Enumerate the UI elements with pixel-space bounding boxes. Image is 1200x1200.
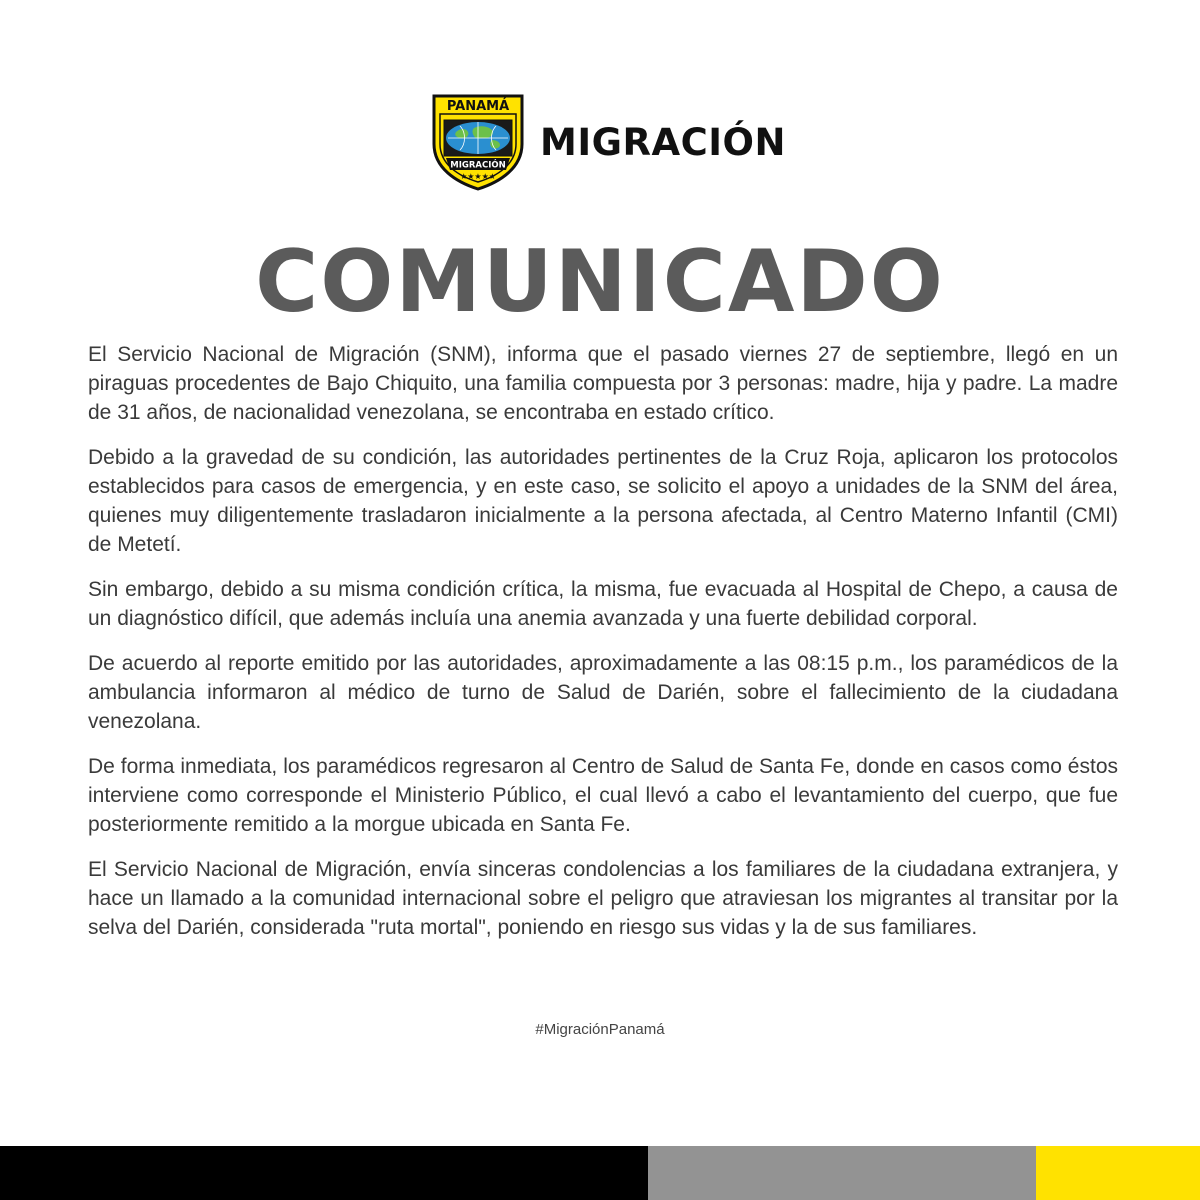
paragraph-4: De acuerdo al reporte emitido por las autoridades, aproximadamente a las 08:15 p.m., los paramédicos de la ambulancia informaron al médico de turno de Salud de Darién, sobre el fallecimiento de la ciudadana venezolana. bbox=[88, 652, 1118, 733]
paragraph-2: Debido a la gravedad de su condición, las autoridades pertinentes de la Cruz Roja, aplicaron los protocolos establecidos para casos de emergencia, y en este caso, se solicito el apoyo a unidades de la SNM del área, quienes muy diligentemente trasladaron inicialmente a la persona afectada, al Centro Materno Infantil (CMI) de Metetí. bbox=[88, 446, 1118, 556]
footer-bar-yellow bbox=[1036, 1146, 1200, 1200]
paragraph-1: El Servicio Nacional de Migración (SNM), informa que el pasado viernes 27 de septiembre, llegó en un piraguas procedentes de Bajo Chiquito, una familia compuesta por 3 personas: madre, hija y padre. La madre de 31 años, de nacionalidad venezolana, se encontraba en estado crítico. bbox=[88, 343, 1118, 424]
paragraph-6: El Servicio Nacional de Migración, envía sinceras condolencias a los familiares de la ciudadana extranjera, y hace un llamado a la comunidad internacional sobre el peligro que atraviesan los migrantes al transitar por la selva del Darién, considerada "ruta mortal", poniendo en riesgo sus vidas y la de sus familiares. bbox=[88, 858, 1118, 939]
globe-icon bbox=[444, 120, 512, 156]
migracion-shield-logo bbox=[430, 92, 526, 192]
hashtag: #MigraciónPanamá bbox=[535, 1021, 665, 1038]
logo-top-text: PANAMÁ bbox=[446, 99, 510, 114]
footer-bar-black bbox=[0, 1146, 648, 1200]
paragraph-3: Sin embargo, debido a su misma condición crítica, la misma, fue evacuada al Hospital de Chepo, a causa de un diagnóstico difícil, que además incluía una anemia avanzada y una fuerte debilidad corporal. bbox=[88, 578, 1118, 630]
logo-stars: ★★★★★ bbox=[460, 172, 496, 181]
brand-name: MIGRACIÓN bbox=[540, 120, 786, 164]
footer-bar-gray bbox=[648, 1146, 1036, 1200]
footer-color-bars bbox=[0, 1146, 1200, 1200]
page-title: COMUNICADO bbox=[255, 232, 945, 332]
header bbox=[430, 92, 790, 192]
paragraph-5: De forma inmediata, los paramédicos regresaron al Centro de Salud de Santa Fe, donde en casos como éstos interviene como corresponde el Ministerio Público, el cual llevó a cabo el levantamiento del cuerpo, que fue posteriormente remitido a la morgue ubicada en Santa Fe. bbox=[88, 755, 1118, 836]
logo-band-text: MIGRACIÓN bbox=[450, 160, 506, 171]
communique-body bbox=[88, 340, 1118, 958]
